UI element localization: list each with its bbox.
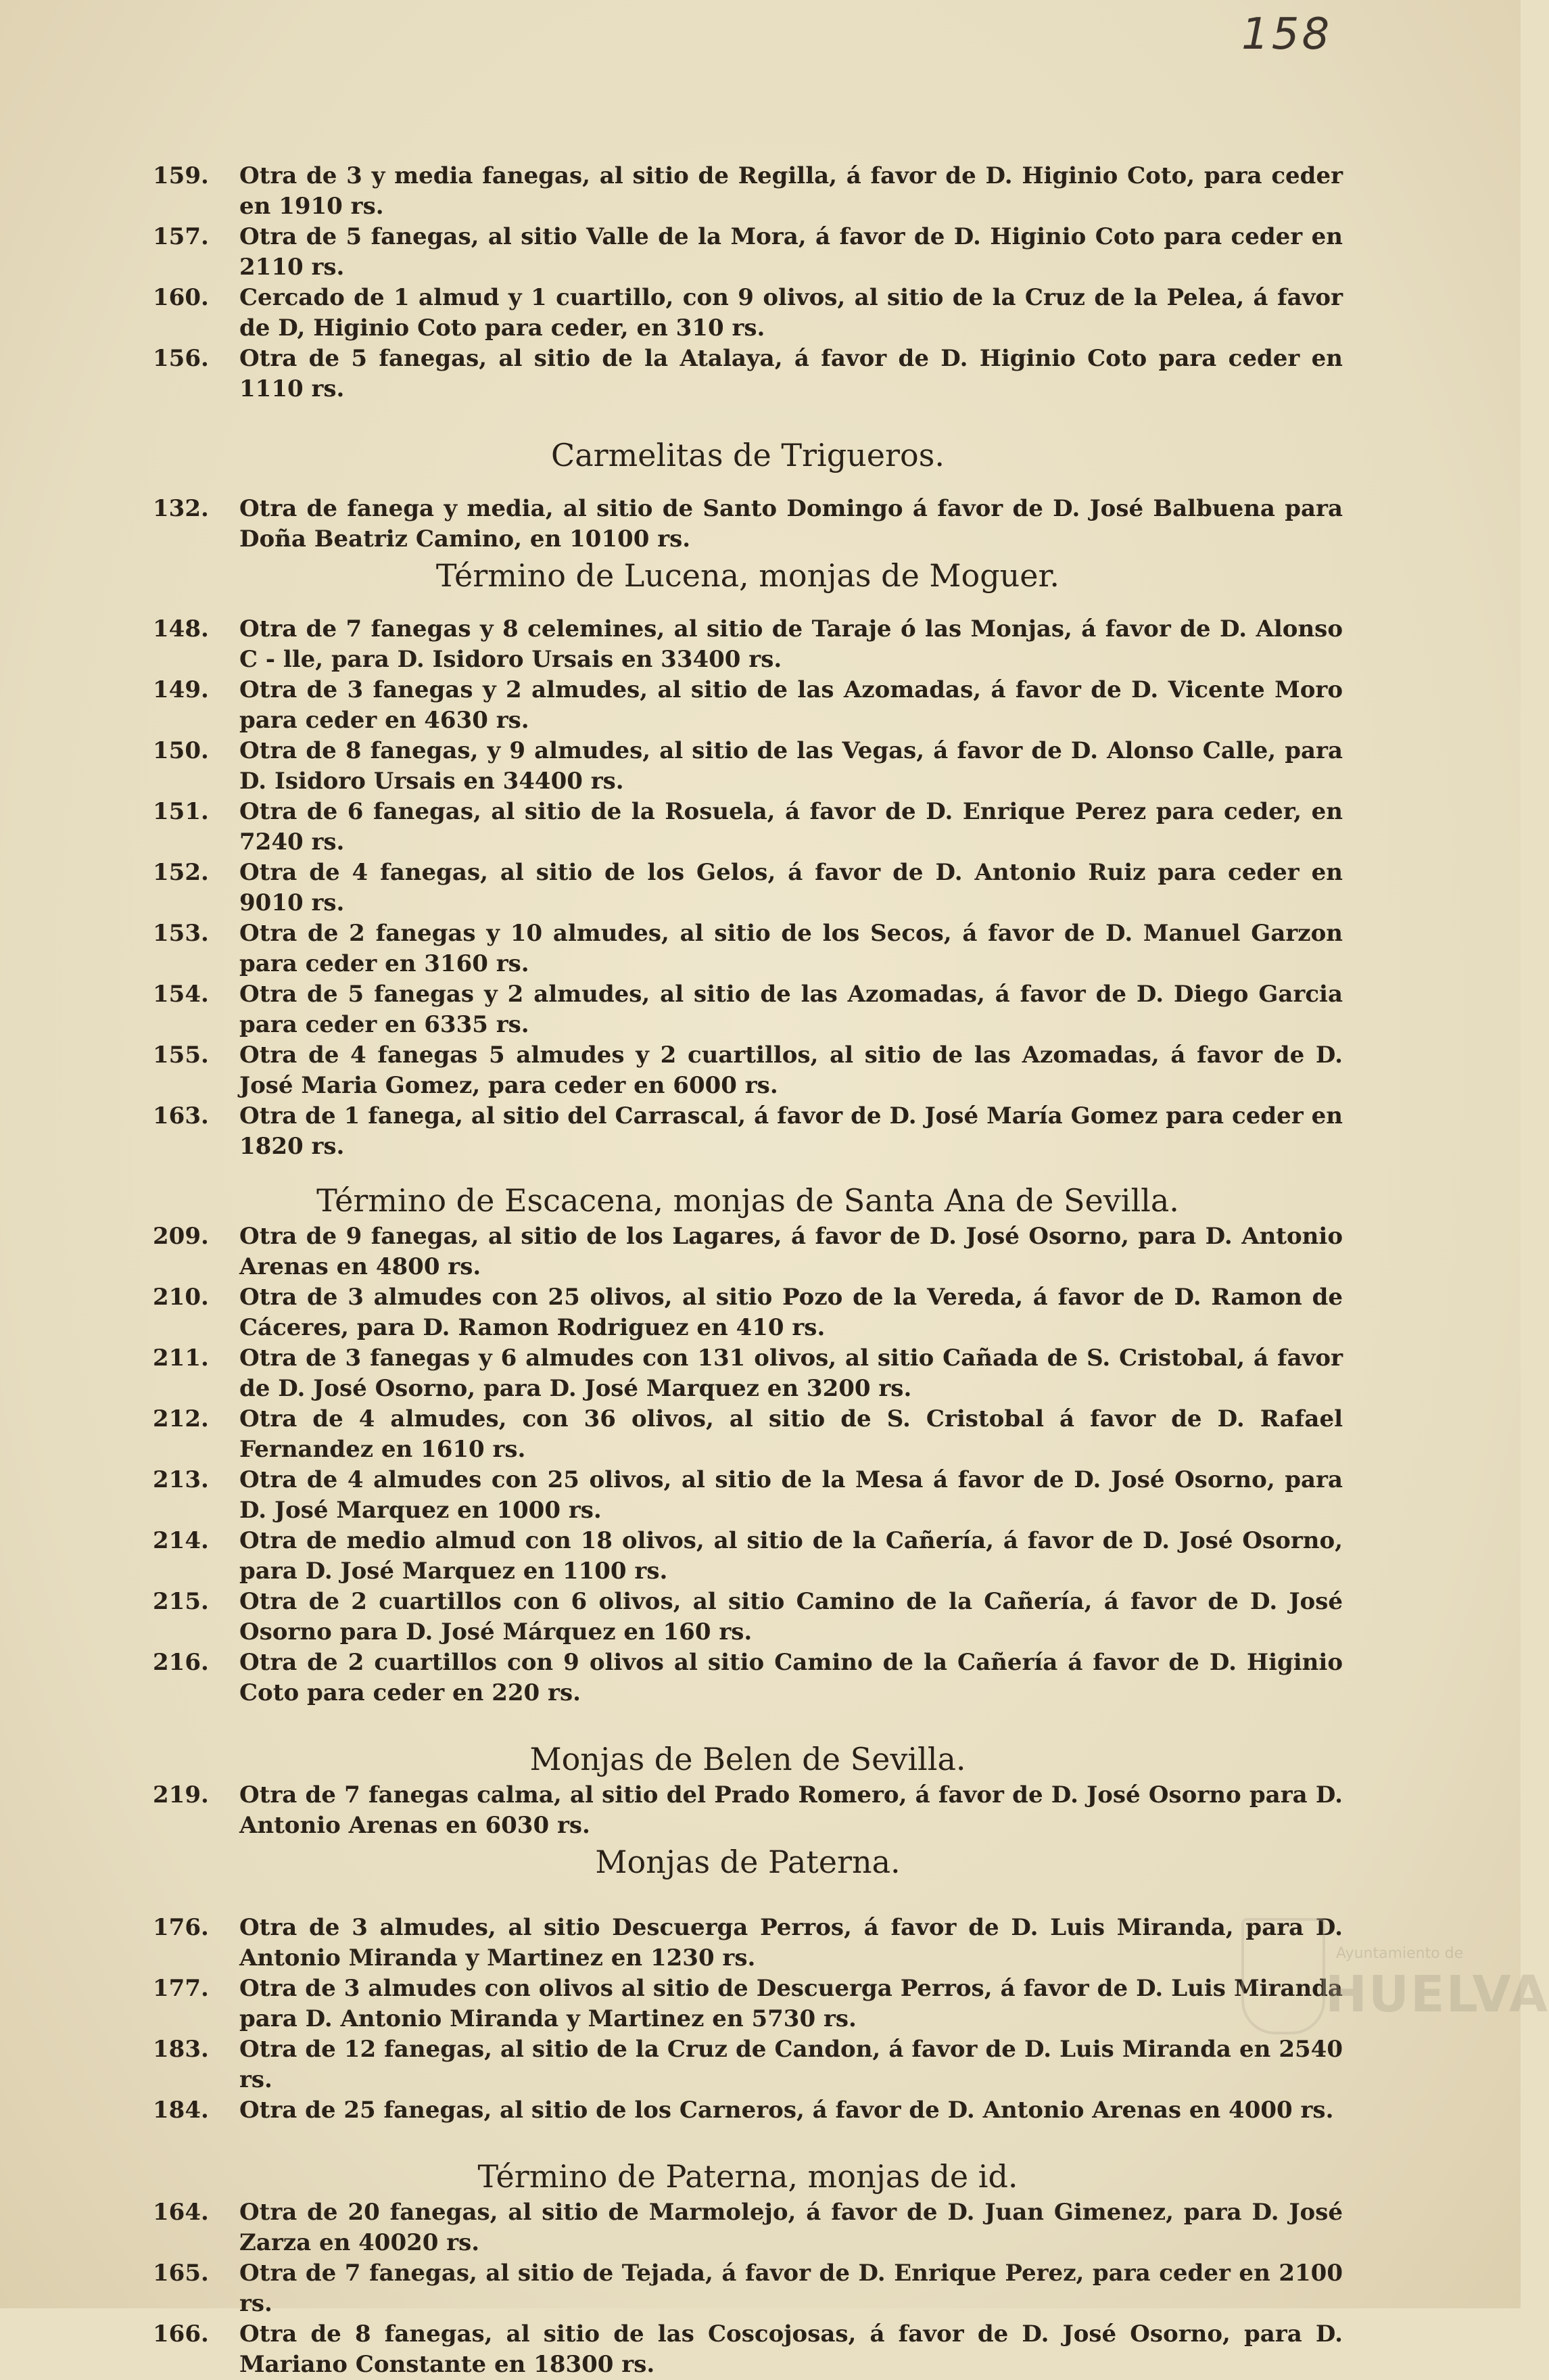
entry-number: 184. xyxy=(153,2097,209,2124)
entry-number: 156. xyxy=(153,345,209,372)
entry-text: Otra de 9 fanegas, al sitio de los Lagares, á favor de D. José Osorno, para D. Antonio Arenas en 4800 rs. xyxy=(239,1223,1343,1280)
entry-text: Otra de 3 almudes con olivos al sitio de Descuerga Perros, á favor de D. Luis Miranda para D. Antonio Miranda y Martinez en 5730 rs. xyxy=(239,1975,1343,2032)
entry-text: Otra de 2 fanegas y 10 almudes, al sitio de los Secos, á favor de D. Manuel Garzon para ceder en 3160 rs. xyxy=(239,920,1343,977)
entry-number: 165. xyxy=(153,2260,209,2287)
entry-text: Otra de 7 fanegas y 8 celemines, al sitio de Taraje ó las Monjas, á favor de D. Alonso C - lle, para D. Isidoro Ursais en 33400 rs. xyxy=(239,615,1343,673)
entry-number: 149. xyxy=(153,676,209,703)
entry-text: Otra de 6 fanegas, al sitio de la Rosuela, á favor de D. Enrique Perez para ceder, en 7240 rs. xyxy=(239,798,1343,856)
list-item xyxy=(153,2319,1343,2380)
entry-text: Otra de 5 fanegas y 2 almudes, al sitio de las Azomadas, á favor de D. Diego Garcia para ceder en 6335 rs. xyxy=(239,981,1343,1038)
entry-number: 177. xyxy=(153,1975,209,2002)
entry-text: Otra de 8 fanegas, al sitio de las Coscojosas, á favor de D. José Osorno, para D. Mariano Constante en 18300 rs. xyxy=(239,2320,1343,2378)
section-termino-paterna xyxy=(153,2197,1343,2380)
list-item xyxy=(153,344,1343,404)
entry-number: 159. xyxy=(153,162,209,189)
list-item xyxy=(153,161,1343,222)
section-top xyxy=(153,161,1343,404)
entry-text: Cercado de 1 almud y 1 cuartillo, con 9 olivos, al sitio de la Cruz de la Pelea, á favor de D, Higinio Coto para ceder, en 310 rs. xyxy=(239,284,1343,342)
entry-text: Otra de 4 fanegas, al sitio de los Gelos, á favor de D. Antonio Ruiz para ceder en 9010 rs. xyxy=(239,859,1343,916)
list-item xyxy=(153,494,1343,555)
entry-number: 152. xyxy=(153,859,209,886)
entry-number: 155. xyxy=(153,1042,209,1069)
list-item xyxy=(153,1040,1343,1101)
list-item xyxy=(153,797,1343,858)
list-item xyxy=(153,2095,1343,2126)
entry-number: 211. xyxy=(153,1345,209,1372)
entry-text: Otra de 3 y media fanegas, al sitio de Regilla, á favor de D. Higinio Coto, para ceder en 1910 rs. xyxy=(239,162,1343,220)
entry-text: Otra de fanega y media, al sitio de Santo Domingo á favor de D. José Balbuena para Doña Beatriz Camino, en 10100 rs. xyxy=(239,495,1343,553)
heading-termino-paterna: Término de Paterna, monjas de id. xyxy=(477,2158,1018,2195)
document-body xyxy=(153,161,1343,2380)
entry-text: Otra de 5 fanegas, al sitio de la Atalaya, á favor de D. Higinio Coto para ceder en 1110 rs. xyxy=(239,345,1343,402)
folio-number: 158 xyxy=(1241,9,1333,60)
entry-number: 209. xyxy=(153,1223,209,1250)
entry-number: 214. xyxy=(153,1527,209,1554)
entry-number: 166. xyxy=(153,2320,209,2348)
archive-watermark-stamp xyxy=(1241,1918,1549,2033)
entry-text: Otra de 4 almudes, con 36 olivos, al sitio de S. Cristobal á favor de D. Rafael Fernandez en 1610 rs. xyxy=(239,1405,1343,1463)
list-item xyxy=(153,1913,1343,1974)
entry-number: 183. xyxy=(153,2036,209,2063)
entry-text: Otra de 25 fanegas, al sitio de los Carneros, á favor de D. Antonio Arenas en 4000 rs. xyxy=(239,2097,1334,2124)
entry-text: Otra de 3 fanegas y 6 almudes con 131 olivos, al sitio Cañada de S. Cristobal, á favor de D. José Osorno, para D. José Marquez en 3200 rs. xyxy=(239,1345,1343,1402)
list-item xyxy=(153,1974,1343,2034)
heading-lucena: Término de Lucena, monjas de Moguer. xyxy=(435,557,1060,594)
list-item xyxy=(153,1526,1343,1587)
list-item xyxy=(153,2258,1343,2319)
list-item xyxy=(153,858,1343,918)
list-item xyxy=(153,1780,1343,1841)
entry-number: 154. xyxy=(153,981,209,1008)
list-item xyxy=(153,1404,1343,1465)
entry-text: Otra de medio almud con 18 olivos, al sitio de la Cañería, á favor de D. José Osorno, para D. José Marquez en 1100 rs. xyxy=(239,1527,1343,1585)
section-escacena xyxy=(153,1221,1343,1708)
list-item xyxy=(153,1221,1343,1282)
section-paterna xyxy=(153,1913,1343,2126)
entry-number: 153. xyxy=(153,920,209,947)
entry-text: Otra de 1 fanega, al sitio del Carrascal, á favor de D. José María Gomez para ceder en 1820 rs. xyxy=(239,1102,1343,1160)
entry-number: 164. xyxy=(153,2199,209,2226)
entry-text: Otra de 7 fanegas, al sitio de Tejada, á favor de D. Enrique Perez, para ceder en 2100 rs. xyxy=(239,2260,1343,2317)
list-item xyxy=(153,1465,1343,1526)
list-item xyxy=(153,614,1343,675)
heading-escacena: Término de Escacena, monjas de Santa Ana de Sevilla. xyxy=(316,1182,1179,1219)
entry-number: 150. xyxy=(153,737,209,764)
list-item xyxy=(153,1101,1343,1162)
entry-text: Otra de 2 cuartillos con 6 olivos, al sitio Camino de la Cañería, á favor de D. José Osorno para D. José Márquez en 160 rs. xyxy=(239,1588,1343,1646)
entry-number: 132. xyxy=(153,495,209,522)
entry-number: 160. xyxy=(153,284,209,311)
heading-belen: Monjas de Belen de Sevilla. xyxy=(529,1741,966,1777)
entry-number: 163. xyxy=(153,1102,209,1129)
section-lucena xyxy=(153,614,1343,1162)
entry-number: 148. xyxy=(153,615,209,643)
entry-number: 213. xyxy=(153,1466,209,1493)
section-carmelitas xyxy=(153,494,1343,555)
entry-text: Otra de 4 almudes con 25 olivos, al sitio de la Mesa á favor de D. José Osorno, para D. José Marquez en 1000 rs. xyxy=(239,1466,1343,1524)
entry-text: Otra de 7 fanegas calma, al sitio del Prado Romero, á favor de D. José Osorno para D. Antonio Arenas en 6030 rs. xyxy=(239,1781,1343,1839)
entry-number: 216. xyxy=(153,1649,209,1676)
list-item xyxy=(153,222,1343,283)
entry-text: Otra de 3 almudes, al sitio Descuerga Perros, á favor de D. Luis Miranda, para D. Antonio Miranda y Martinez en 1230 rs. xyxy=(239,1914,1343,1971)
list-item xyxy=(153,1648,1343,1708)
list-item xyxy=(153,979,1343,1040)
entry-text: Otra de 2 cuartillos con 9 olivos al sitio Camino de la Cañería á favor de D. Higinio Coto para ceder en 220 rs. xyxy=(239,1649,1343,1706)
list-item xyxy=(153,918,1343,979)
entry-number: 176. xyxy=(153,1914,209,1941)
entry-number: 215. xyxy=(153,1588,209,1615)
entry-number: 212. xyxy=(153,1405,209,1432)
list-item xyxy=(153,1587,1343,1648)
entry-text: Otra de 12 fanegas, al sitio de la Cruz de Candon, á favor de D. Luis Miranda en 2540 rs. xyxy=(239,2036,1343,2093)
entry-text: Otra de 3 almudes con 25 olivos, al sitio Pozo de la Vereda, á favor de D. Ramon de Cáceres, para D. Ramon Rodriguez en 410 rs. xyxy=(239,1284,1343,1341)
entry-number: 210. xyxy=(153,1284,209,1311)
coat-of-arms-icon xyxy=(1241,1918,1325,2034)
entry-number: 157. xyxy=(153,223,209,250)
list-item xyxy=(153,1343,1343,1404)
entry-text: Otra de 20 fanegas, al sitio de Marmolejo, á favor de D. Juan Gimenez, para D. José Zarza en 40020 rs. xyxy=(239,2199,1343,2256)
entry-text: Otra de 4 fanegas 5 almudes y 2 cuartillos, al sitio de las Azomadas, á favor de D. José Maria Gomez, para ceder en 6000 rs. xyxy=(239,1042,1343,1099)
entry-text: Otra de 8 fanegas, y 9 almudes, al sitio de las Vegas, á favor de D. Alonso Calle, para D. Isidoro Ursais en 34400 rs. xyxy=(239,737,1343,795)
section-belen xyxy=(153,1780,1343,1841)
list-item xyxy=(153,675,1343,736)
stamp-small-text: Ayuntamiento de xyxy=(1336,1945,1464,1962)
entry-number: 151. xyxy=(153,798,209,825)
heading-carmelitas: Carmelitas de Trigueros. xyxy=(551,437,945,473)
entry-number: 219. xyxy=(153,1781,209,1809)
list-item xyxy=(153,283,1343,344)
list-item xyxy=(153,2197,1343,2258)
heading-paterna: Monjas de Paterna. xyxy=(595,1844,901,1880)
list-item xyxy=(153,2034,1343,2095)
list-item xyxy=(153,736,1343,797)
stamp-big-text: HUELVA xyxy=(1325,1965,1549,2024)
list-item xyxy=(153,1282,1343,1343)
entry-text: Otra de 5 fanegas, al sitio Valle de la Mora, á favor de D. Higinio Coto para ceder en 2110 rs. xyxy=(239,223,1343,281)
entry-text: Otra de 3 fanegas y 2 almudes, al sitio de las Azomadas, á favor de D. Vicente Moro para ceder en 4630 rs. xyxy=(239,676,1343,734)
